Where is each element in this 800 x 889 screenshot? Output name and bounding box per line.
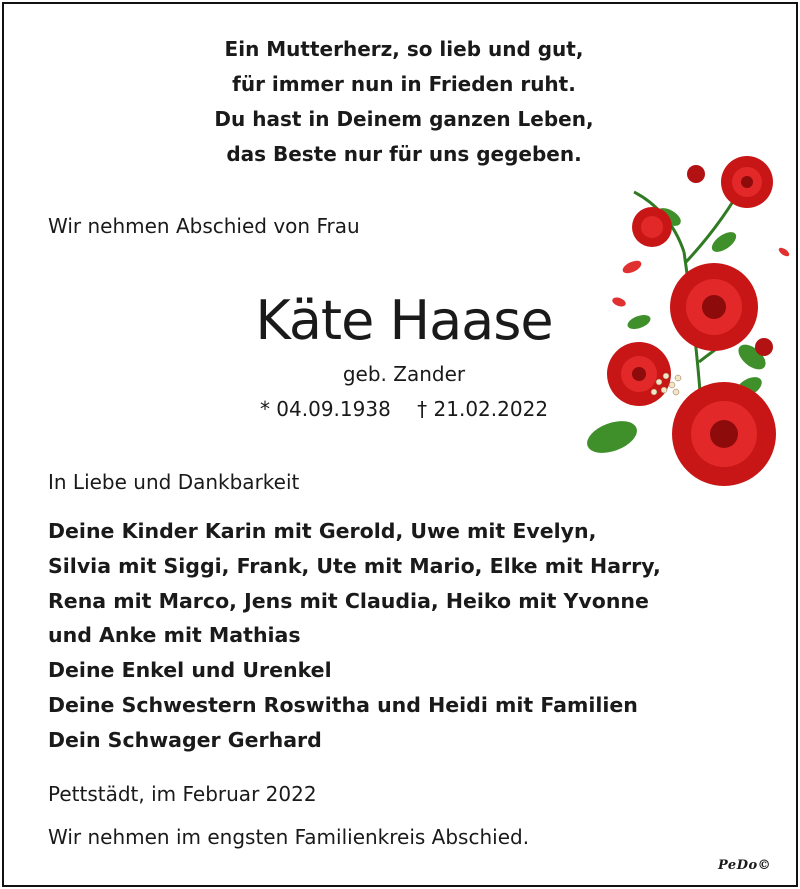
obituary-notice xyxy=(2,2,798,887)
closing-text: Wir nehmen im engsten Familienkreis Abschied. xyxy=(48,825,530,849)
birth-date: * 04.09.1938 xyxy=(259,397,391,421)
publisher-logo: PeDo© xyxy=(718,858,772,873)
poem-line: Ein Mutterherz, so lieb und gut, xyxy=(224,37,584,61)
mourner-line: und Anke mit Mathias xyxy=(48,623,301,648)
mourner-line: Deine Schwestern Roswitha und Heidi mit Familien xyxy=(48,692,638,717)
death-date: † 21.02.2022 xyxy=(417,397,549,421)
mourner-line: Silvia mit Siggi, Frank, Ute mit Mario, Elke mit Harry, xyxy=(48,553,661,578)
deceased-name: Käte Haase xyxy=(255,289,553,352)
love-line: In Liebe und Dankbarkeit xyxy=(48,470,300,494)
intro-text: Wir nehmen Abschied von Frau xyxy=(48,214,360,238)
roses-icon xyxy=(574,142,798,502)
birth-name: geb. Zander xyxy=(342,362,466,386)
mourner-line: Deine Enkel und Urenkel xyxy=(48,658,332,683)
mourner-line: Rena mit Marco, Jens mit Claudia, Heiko mit Yvonne xyxy=(48,588,649,613)
poem-line: Du hast in Deinem ganzen Leben, xyxy=(214,107,594,131)
poem-line: das Beste nur für uns gegeben. xyxy=(226,142,582,166)
mourners-list xyxy=(48,514,661,758)
mourner-line: Deine Kinder Karin mit Gerold, Uwe mit Evelyn, xyxy=(48,519,597,543)
poem-line: für immer nun in Frieden ruht. xyxy=(232,72,576,96)
mourner-line: Dein Schwager Gerhard xyxy=(48,727,322,752)
place-date: Pettstädt, im Februar 2022 xyxy=(48,782,317,806)
